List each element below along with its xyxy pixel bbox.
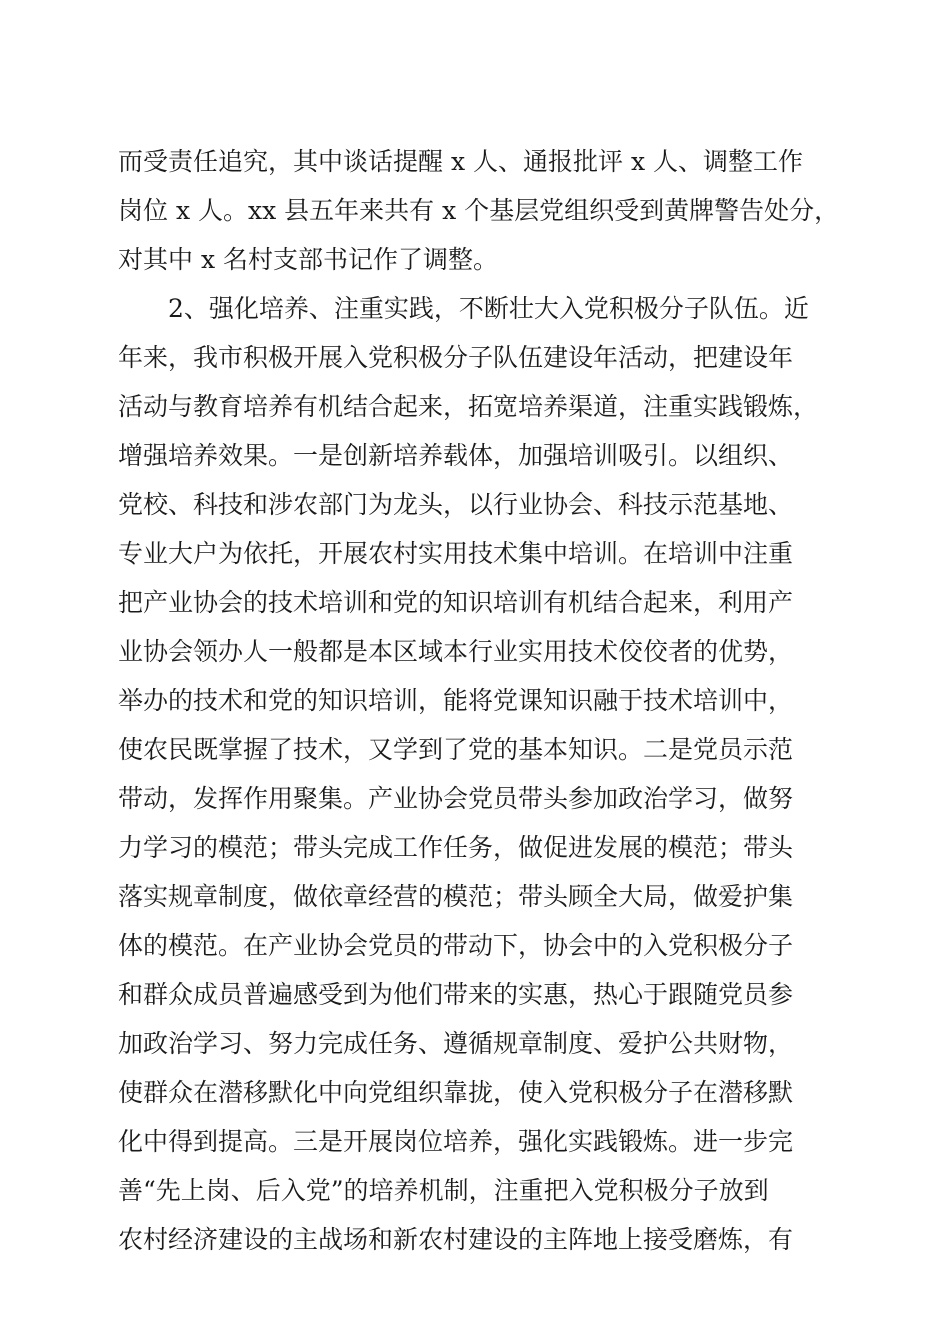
text-line: 力学习的模范；带头完成工作任务，做促进发展的模范；带头 [118, 833, 794, 862]
text-line: 化中得到提高。三是开展岗位培养，强化实践锻炼。进一步完 [118, 1127, 794, 1156]
text-line: 使农民既掌握了技术，又学到了党的基本知识。二是党员示范 [118, 735, 794, 764]
text-line: 加政治学习、努力完成任务、遵循规章制度、爱护公共财物， [118, 1029, 794, 1058]
text-line: 使群众在潜移默化中向党组织靠拢，使入党积极分子在潜移默 [118, 1078, 794, 1107]
text-line: 党校、科技和涉农部门为龙头，以行业协会、科技示范基地、 [118, 490, 794, 519]
text-line: 和群众成员普遍感受到为他们带来的实惠，热心于跟随党员参 [118, 980, 794, 1009]
text-line: 带动，发挥作用聚集。产业协会党员带头参加政治学习，做努 [118, 784, 794, 813]
text-line: 举办的技术和党的知识培训，能将党课知识融于技术培训中， [118, 686, 794, 715]
text-line: 岗位 x 人。xx 县五年来共有 x 个基层党组织受到黄牌警告处分， [118, 196, 840, 225]
text-line: 农村经济建设的主战场和新农村建设的主阵地上接受磨炼，有 [118, 1225, 794, 1254]
text-line: 而受责任追究，其中谈话提醒 x 人、通报批评 x 人、调整工作 [118, 147, 803, 176]
text-line: 业协会领办人一般都是本区域本行业实用技术佼佼者的优势， [118, 637, 794, 666]
text-line: 体的模范。在产业协会党员的带动下，协会中的入党积极分子 [118, 931, 794, 960]
text-line: 把产业协会的技术培训和党的知识培训有机结合起来，利用产 [118, 588, 794, 617]
text-line: 专业大户为依托，开展农村实用技术集中培训。在培训中注重 [118, 539, 794, 568]
text-line: 对其中 x 名村支部书记作了调整。 [118, 245, 498, 274]
text-line: 年来，我市积极开展入党积极分子队伍建设年活动，把建设年 [118, 343, 794, 372]
text-line: 善“先上岗、后入党”的培养机制，注重把入党积极分子放到 [118, 1176, 769, 1205]
paragraph-first-line: 2、强化培养、注重实践，不断壮大入党积极分子队伍。近 [168, 294, 809, 323]
text-line: 活动与教育培养有机结合起来，拓宽培养渠道，注重实践锻炼， [118, 392, 819, 421]
text-line: 增强培养效果。一是创新培养载体，加强培训吸引。以组织、 [118, 441, 794, 470]
text-line: 落实规章制度，做依章经营的模范；带头顾全大局，做爱护集 [118, 882, 794, 911]
